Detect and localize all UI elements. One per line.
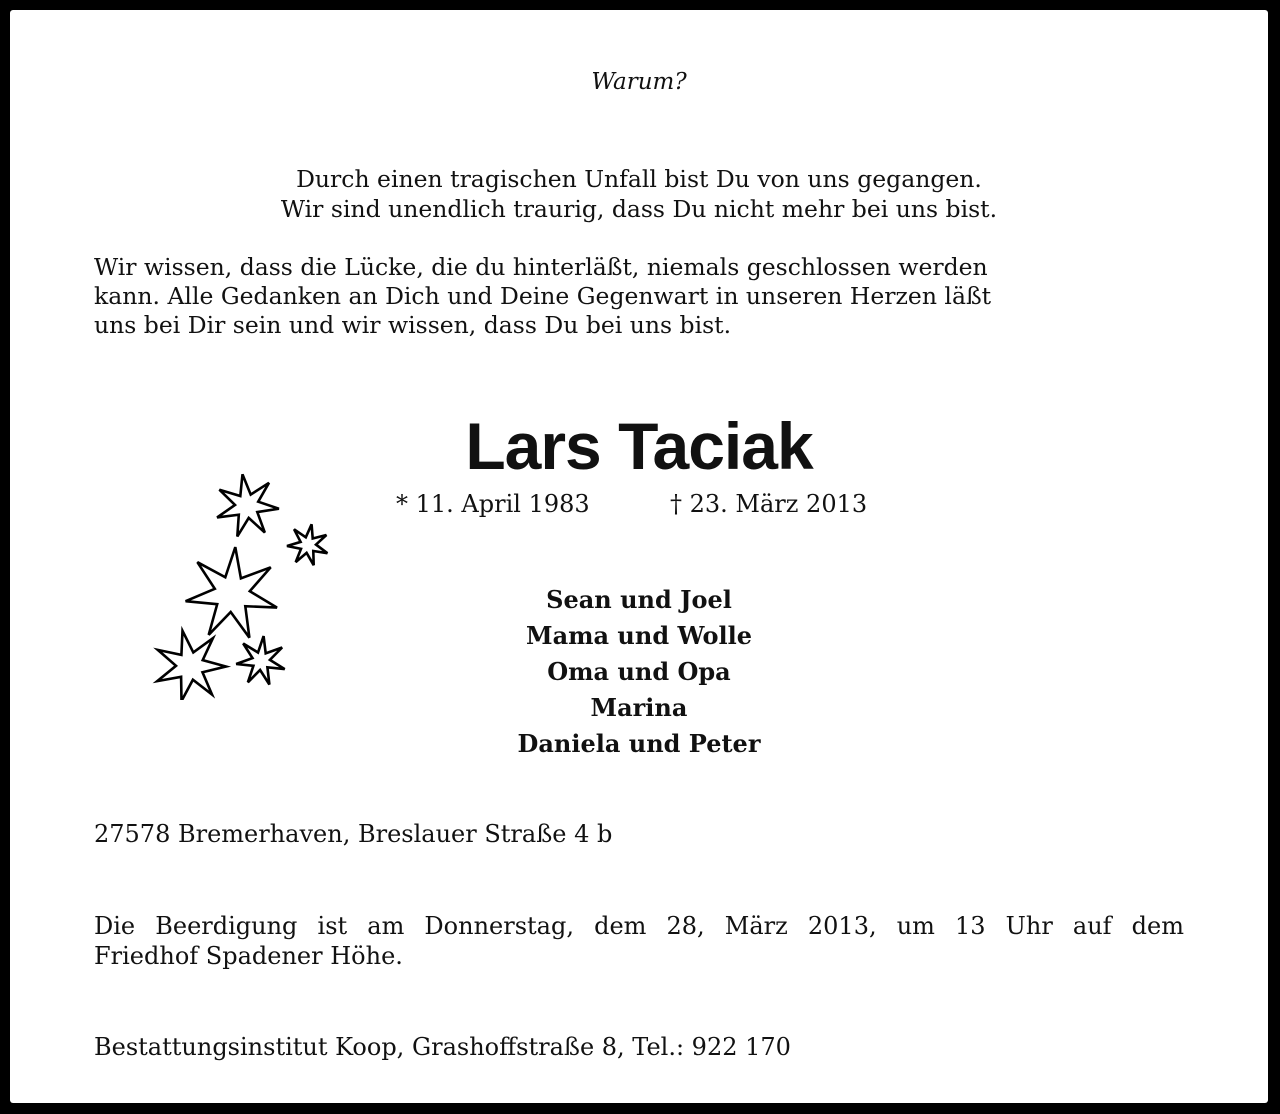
mourners-list xyxy=(10,582,1268,762)
mourner-entry: Oma und Opa xyxy=(547,657,731,686)
remembrance-paragraph xyxy=(94,253,1174,340)
mourner-entry: Mama und Wolle xyxy=(526,621,752,650)
funeral-line: Die Beerdigung ist am Donnerstag, dem 28, März 2013, um 13 Uhr auf dem xyxy=(94,912,1184,940)
mourner-entry: Marina xyxy=(590,693,688,722)
mourner-entry: Sean und Joel xyxy=(546,585,732,614)
paragraph-line: kann. Alle Gedanken an Dich und Deine Gegenwart in unseren Herzen läßt xyxy=(94,282,992,310)
funeral-info xyxy=(94,911,1184,971)
birth-date: * 11. April 1983 xyxy=(396,490,590,518)
death-date: † 23. März 2013 xyxy=(670,490,868,518)
star-shape xyxy=(287,524,327,565)
funeral-line: Friedhof Spadener Höhe. xyxy=(94,942,403,970)
mourner-entry: Daniela und Peter xyxy=(517,729,761,758)
intro-line: Wir sind unendlich traurig, dass Du nicht mehr bei uns bist. xyxy=(280,195,998,223)
family-address: 27578 Bremerhaven, Breslauer Straße 4 b xyxy=(94,820,613,848)
undertaker-info: Bestattungsinstitut Koop, Grashoffstraße 8, Tel.: 922 170 xyxy=(94,1033,791,1061)
opening-question: Warum? xyxy=(591,69,687,95)
deceased-name: Lars Taciak xyxy=(465,409,813,483)
intro-line: Durch einen tragischen Unfall bist Du von uns gegangen. xyxy=(296,165,982,193)
paragraph-line: Wir wissen, dass die Lücke, die du hinterläßt, niemals geschlossen werden xyxy=(94,253,988,281)
paragraph-line: uns bei Dir sein und wir wissen, dass Du bei uns bist. xyxy=(94,311,732,339)
obituary-notice xyxy=(10,10,1268,1103)
intro-text xyxy=(10,164,1268,224)
